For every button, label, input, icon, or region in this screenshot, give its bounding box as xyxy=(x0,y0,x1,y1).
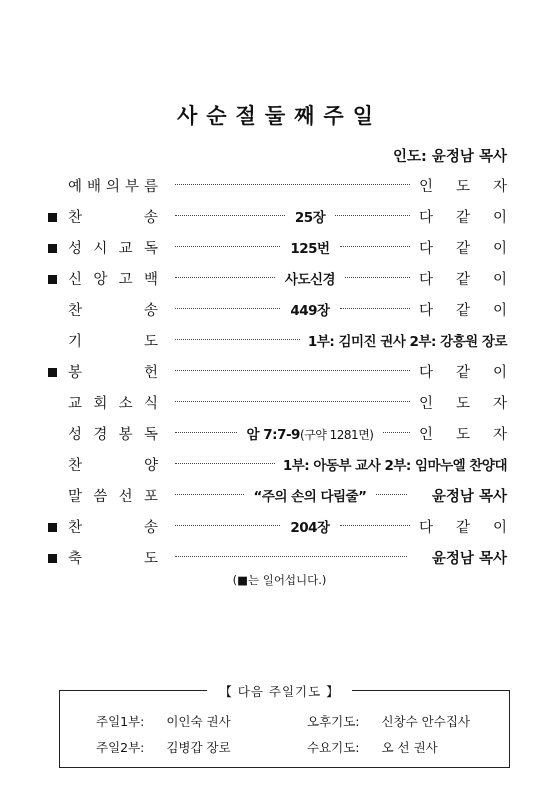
leader-dots xyxy=(175,494,244,495)
order-label: 찬 송 xyxy=(68,303,158,319)
order-responder: 다 같 이 xyxy=(419,241,507,257)
leader-dots xyxy=(175,463,275,464)
leader-dots xyxy=(175,370,410,371)
order-responder: 인 도 자 xyxy=(419,179,507,195)
leader-dots xyxy=(175,277,275,278)
leader-dots xyxy=(340,308,410,309)
prayer-label: 수요기도: xyxy=(307,740,360,755)
leader-dots xyxy=(175,184,410,185)
prayer-name: 김병갑 장로 xyxy=(166,740,231,755)
order-label: 교 회 소 식 xyxy=(68,396,158,412)
order-responder: 다 같 이 xyxy=(419,272,507,288)
page-title: 사순절둘째주일 xyxy=(176,104,382,128)
prayer-label: 주일2부: xyxy=(96,740,145,755)
order-detail: 사도신경 xyxy=(284,272,336,288)
order-label: 찬 송 xyxy=(68,520,158,536)
order-responder: 인 도 자 xyxy=(419,427,507,443)
worship-leader: 인도: 윤정남 목사 xyxy=(393,149,507,165)
prayer-name: 오 선 권사 xyxy=(381,740,438,755)
leader-dots xyxy=(340,246,410,247)
order-row xyxy=(0,330,559,361)
order-responder: 다 같 이 xyxy=(419,210,507,226)
order-label: 말 씀 선 포 xyxy=(68,489,158,505)
leader-dots xyxy=(175,339,300,340)
order-label: 봉 헌 xyxy=(68,365,158,381)
order-detail: 449장 xyxy=(290,303,330,319)
order-label: 찬 송 xyxy=(68,210,158,226)
order-responder: 윤정남 목사 xyxy=(431,489,507,505)
order-label: 축 도 xyxy=(68,551,158,567)
order-responder: 윤정남 목사 xyxy=(431,551,507,567)
prayer-label: 주일1부: xyxy=(96,714,145,729)
order-label: 찬 양 xyxy=(68,458,158,474)
leader-dots xyxy=(335,215,410,216)
order-row xyxy=(0,454,559,485)
leader-dots xyxy=(340,525,410,526)
order-detail: 204장 xyxy=(290,520,330,536)
leader-dots xyxy=(175,401,410,402)
order-row xyxy=(0,361,559,392)
leader-dots xyxy=(175,308,280,309)
prayer-name: 이인숙 권사 xyxy=(166,714,231,729)
leader-dots xyxy=(175,246,280,247)
leader-dots xyxy=(175,525,280,526)
order-row xyxy=(0,237,559,268)
prayer-label: 오후기도: xyxy=(307,714,360,729)
standing-mark-icon xyxy=(48,368,57,377)
standing-mark-icon xyxy=(48,213,57,222)
standing-note: (■는 일어섭니다.) xyxy=(232,573,327,587)
order-detail: 125번 xyxy=(290,241,330,257)
leader-dots xyxy=(175,432,237,433)
order-label: 성 경 봉 독 xyxy=(68,427,158,443)
leader-dots xyxy=(383,432,410,433)
next-week-prayer-title xyxy=(0,681,559,700)
leader-dots xyxy=(345,277,410,278)
standing-mark-icon xyxy=(48,554,57,563)
leader-dots xyxy=(175,215,285,216)
order-detail: 1부: 김미진 권사 2부: 강흥원 장로 xyxy=(307,334,507,350)
order-row xyxy=(0,392,559,423)
leader-dots xyxy=(175,556,407,557)
order-row xyxy=(0,423,559,454)
standing-mark-icon xyxy=(48,523,57,532)
order-responder: 다 같 이 xyxy=(419,365,507,381)
order-row xyxy=(0,175,559,206)
order-row xyxy=(0,516,559,547)
order-row xyxy=(0,299,559,330)
order-label: 예 배 의 부 름 xyxy=(68,179,158,195)
next-week-prayer-title-text: 【 다음 주일기도 】 xyxy=(207,684,351,699)
order-row xyxy=(0,485,559,516)
standing-mark-icon xyxy=(48,275,57,284)
order-detail: 암 7:7-9(구약 1281면) xyxy=(246,427,374,443)
order-detail: 1부: 아동부 교사 2부: 임마누엘 찬양대 xyxy=(282,458,507,474)
order-row xyxy=(0,206,559,237)
order-responder: 다 같 이 xyxy=(419,303,507,319)
order-label: 신 앙 고 백 xyxy=(68,272,158,288)
order-detail: 25장 xyxy=(294,210,326,226)
order-detail: “주의 손의 다림줄” xyxy=(253,489,367,505)
standing-mark-icon xyxy=(48,244,57,253)
order-label: 기 도 xyxy=(68,334,158,350)
order-responder: 다 같 이 xyxy=(419,520,507,536)
prayer-name: 신창수 안수집사 xyxy=(381,714,470,729)
leader-dots xyxy=(376,494,407,495)
order-responder: 인 도 자 xyxy=(419,396,507,412)
order-label: 성 시 교 독 xyxy=(68,241,158,257)
order-row xyxy=(0,268,559,299)
